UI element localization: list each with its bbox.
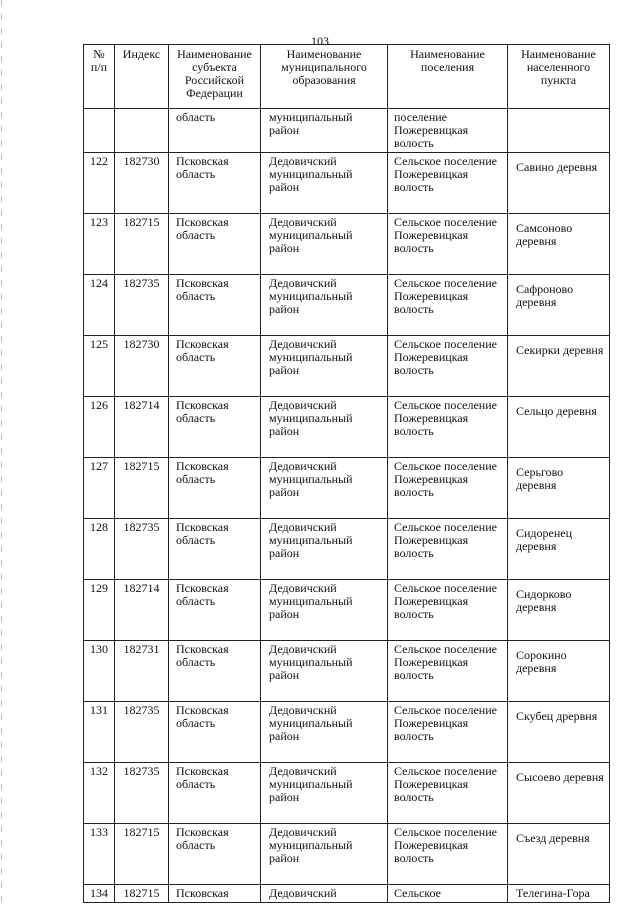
cell-municipal: Дедовичский муниципальный район: [261, 824, 388, 885]
cell-index: 182735: [115, 702, 169, 763]
cell-index: 182735: [115, 275, 169, 336]
cell-locality: Сельцо деревня: [508, 397, 610, 458]
cell-subject: Псковская область: [169, 397, 261, 458]
cell-subject: область: [169, 109, 261, 153]
table-row: [84, 275, 610, 336]
cell-locality: Секирки деревня: [508, 336, 610, 397]
header-num: № п/п: [84, 45, 115, 109]
cell-locality: Сысоево деревня: [508, 763, 610, 824]
cell-municipal: Дедовичский муниципальный район: [261, 214, 388, 275]
cell-municipal: Дедовичский муниципальный район: [261, 397, 388, 458]
cell-num: 130: [84, 641, 115, 702]
table-row: [84, 763, 610, 824]
cell-num: 128: [84, 519, 115, 580]
cell-municipal: Дедовичский муниципальный район: [261, 763, 388, 824]
table-row: [84, 519, 610, 580]
table-row-partial: [84, 885, 610, 903]
cell-settlement: Сельское поселение Пожеревицкая волость: [388, 641, 508, 702]
cell-municipal: Дедовичский: [261, 885, 388, 903]
cell-index: 182735: [115, 519, 169, 580]
cell-municipal: Дедовичскнй муниципальный район: [261, 702, 388, 763]
cell-settlement: поселение Пожеревицкая волость: [388, 109, 508, 153]
cell-index: 182715: [115, 458, 169, 519]
cell-subject: Псковская область: [169, 458, 261, 519]
cell-locality: Сидоренец деревня: [508, 519, 610, 580]
cell-settlement: Сельское поселение Пожеревицкая волость: [388, 214, 508, 275]
cell-index: 182730: [115, 153, 169, 214]
cell-index: 182714: [115, 580, 169, 641]
table-row: [84, 641, 610, 702]
cell-subject: Псковская область: [169, 580, 261, 641]
table-row: [84, 824, 610, 885]
table-row: [84, 336, 610, 397]
cell-num: 126: [84, 397, 115, 458]
cell-locality: Савино деревня: [508, 153, 610, 214]
table-row: [84, 580, 610, 641]
cell-settlement: Сельское поселение Пожеревицкая волость: [388, 153, 508, 214]
cell-municipal: Дедовичский муниципальный район: [261, 275, 388, 336]
cell-municipal: Дедовичский муниципальный район: [261, 519, 388, 580]
cell-num: 129: [84, 580, 115, 641]
cell-locality: Самсоново деревня: [508, 214, 610, 275]
cell-num: 133: [84, 824, 115, 885]
cell-index: [115, 109, 169, 153]
cell-subject: Псковская область: [169, 519, 261, 580]
cell-locality: Сафроново деревня: [508, 275, 610, 336]
page-number: 103: [311, 34, 329, 48]
cell-subject: Псковская: [169, 885, 261, 903]
cell-locality: Сидорково деревня: [508, 580, 610, 641]
cell-num: 122: [84, 153, 115, 214]
cell-index: 182715: [115, 824, 169, 885]
cell-index: 182731: [115, 641, 169, 702]
cell-locality: Сорокино деревня: [508, 641, 610, 702]
cell-settlement: Сельское поселение Пожеревицкая волость: [388, 275, 508, 336]
cell-subject: Псковская область: [169, 275, 261, 336]
cell-num: 134: [84, 885, 115, 903]
cell-index: 182715: [115, 885, 169, 903]
cell-locality: Телегина-Гора: [508, 885, 610, 903]
cell-municipal: Дедовичский муниципальный район: [261, 336, 388, 397]
cell-subject: Псковская область: [169, 153, 261, 214]
cell-locality: Съезд деревня: [508, 824, 610, 885]
header-index: Индекс: [115, 45, 169, 109]
table-header-row: [84, 45, 610, 109]
cell-num: [84, 109, 115, 153]
header-subject: Наименование субъекта Российской Федерации: [169, 45, 261, 109]
header-settlement: Наименование поселения: [388, 45, 508, 109]
cell-locality: Скубец дрервня: [508, 702, 610, 763]
cell-subject: Псковская область: [169, 702, 261, 763]
cell-index: 182714: [115, 397, 169, 458]
cell-settlement: Сельское: [388, 885, 508, 903]
cell-num: 124: [84, 275, 115, 336]
cell-settlement: Сельское поселение Пожеревицкая волость: [388, 458, 508, 519]
cell-municipal: Дедовичский муниципальный район: [261, 641, 388, 702]
cell-settlement: Сельское поселение Пожеревицкая волость: [388, 519, 508, 580]
cell-index: 182730: [115, 336, 169, 397]
cell-settlement: Сельское поселение Пожеревицкая волость: [388, 763, 508, 824]
cell-index: 182735: [115, 763, 169, 824]
header-locality: Наименование населенного пункта: [508, 45, 610, 109]
cell-locality: Серьгово деревня: [508, 458, 610, 519]
cell-subject: Псковская область: [169, 641, 261, 702]
cell-settlement: Сельское поселение Пожеревицкая волость: [388, 702, 508, 763]
cell-num: 131: [84, 702, 115, 763]
cell-subject: Псковская область: [169, 214, 261, 275]
table-row: [84, 397, 610, 458]
table-row: [84, 214, 610, 275]
cell-settlement: Сельское поселение Пожеревицкая волость: [388, 824, 508, 885]
cell-municipal: Дедовичский муниципальный район: [261, 580, 388, 641]
cell-municipal: Дедовичский муниципальный район: [261, 153, 388, 214]
scan-edge-mark: [1, 0, 2, 905]
header-municipal: Наименование муниципального образования: [261, 45, 388, 109]
cell-settlement: Сельское поселение Пожеревицкая волость: [388, 397, 508, 458]
cell-num: 127: [84, 458, 115, 519]
cell-subject: Псковская область: [169, 763, 261, 824]
settlements-table: [83, 44, 610, 903]
cell-municipal: Дедовичский муниципальный район: [261, 458, 388, 519]
cell-index: 182715: [115, 214, 169, 275]
continuation-row: [84, 109, 610, 153]
cell-locality: [508, 109, 610, 153]
table-row: [84, 458, 610, 519]
cell-municipal: муниципальный район: [261, 109, 388, 153]
cell-num: 125: [84, 336, 115, 397]
cell-subject: Псковская область: [169, 336, 261, 397]
cell-settlement: Сельское поселение Пожеревицкая волость: [388, 580, 508, 641]
table-row: [84, 153, 610, 214]
cell-num: 123: [84, 214, 115, 275]
cell-subject: Псковская область: [169, 824, 261, 885]
cell-num: 132: [84, 763, 115, 824]
table-row: [84, 702, 610, 763]
cell-settlement: Сельское поселение Пожеревицкая волость: [388, 336, 508, 397]
